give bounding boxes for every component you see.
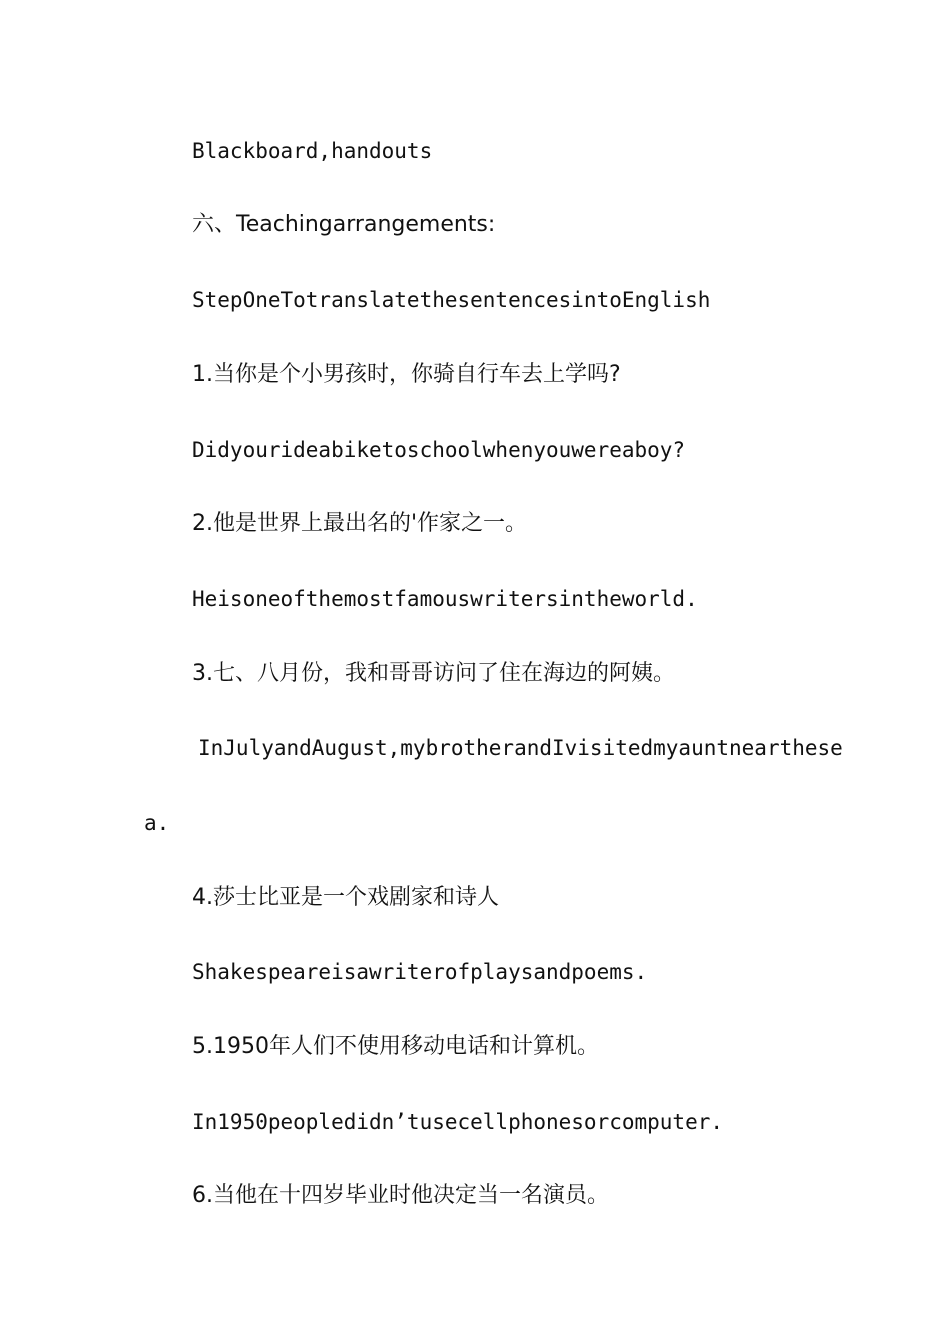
sentence-2-chinese: 2.他是世界上最出名的'作家之一。 <box>192 511 528 536</box>
sentence-3-chinese: 3.七、八月份，我和哥哥访问了住在海边的阿姨。 <box>192 661 675 686</box>
sentence-2-english: Heisoneofthemostfamouswritersintheworld. <box>192 587 698 611</box>
sentence-4-chinese: 4.莎士比亚是一个戏剧家和诗人 <box>192 885 499 910</box>
step-heading: StepOneTotranslatethesentencesintoEnglish <box>192 288 711 312</box>
sentence-5-chinese: 5.1950年人们不使用移动电话和计算机。 <box>192 1034 599 1059</box>
sentence-3-english-wrap: a. <box>144 811 170 835</box>
sentence-1-chinese: 1.当你是个小男孩时，你骑自行车去上学吗? <box>192 362 621 387</box>
section-heading: 六、Teachingarrangements: <box>192 212 496 237</box>
sentence-6-chinese: 6.当他在十四岁毕业时他决定当一名演员。 <box>192 1183 609 1208</box>
sentence-1-english: Didyourideabiketoschoolwhenyouwereaboy? <box>192 438 686 462</box>
sentence-5-english: In1950peopledidn’tusecellphonesorcomputer. <box>192 1110 724 1134</box>
materials-line: Blackboard,handouts <box>192 139 433 163</box>
sentence-4-english: Shakespeareisawriterofplaysandpoems. <box>192 960 648 984</box>
sentence-3-english: InJulyandAugust,mybrotherandIvisitedmyauntnearthese <box>198 736 843 760</box>
